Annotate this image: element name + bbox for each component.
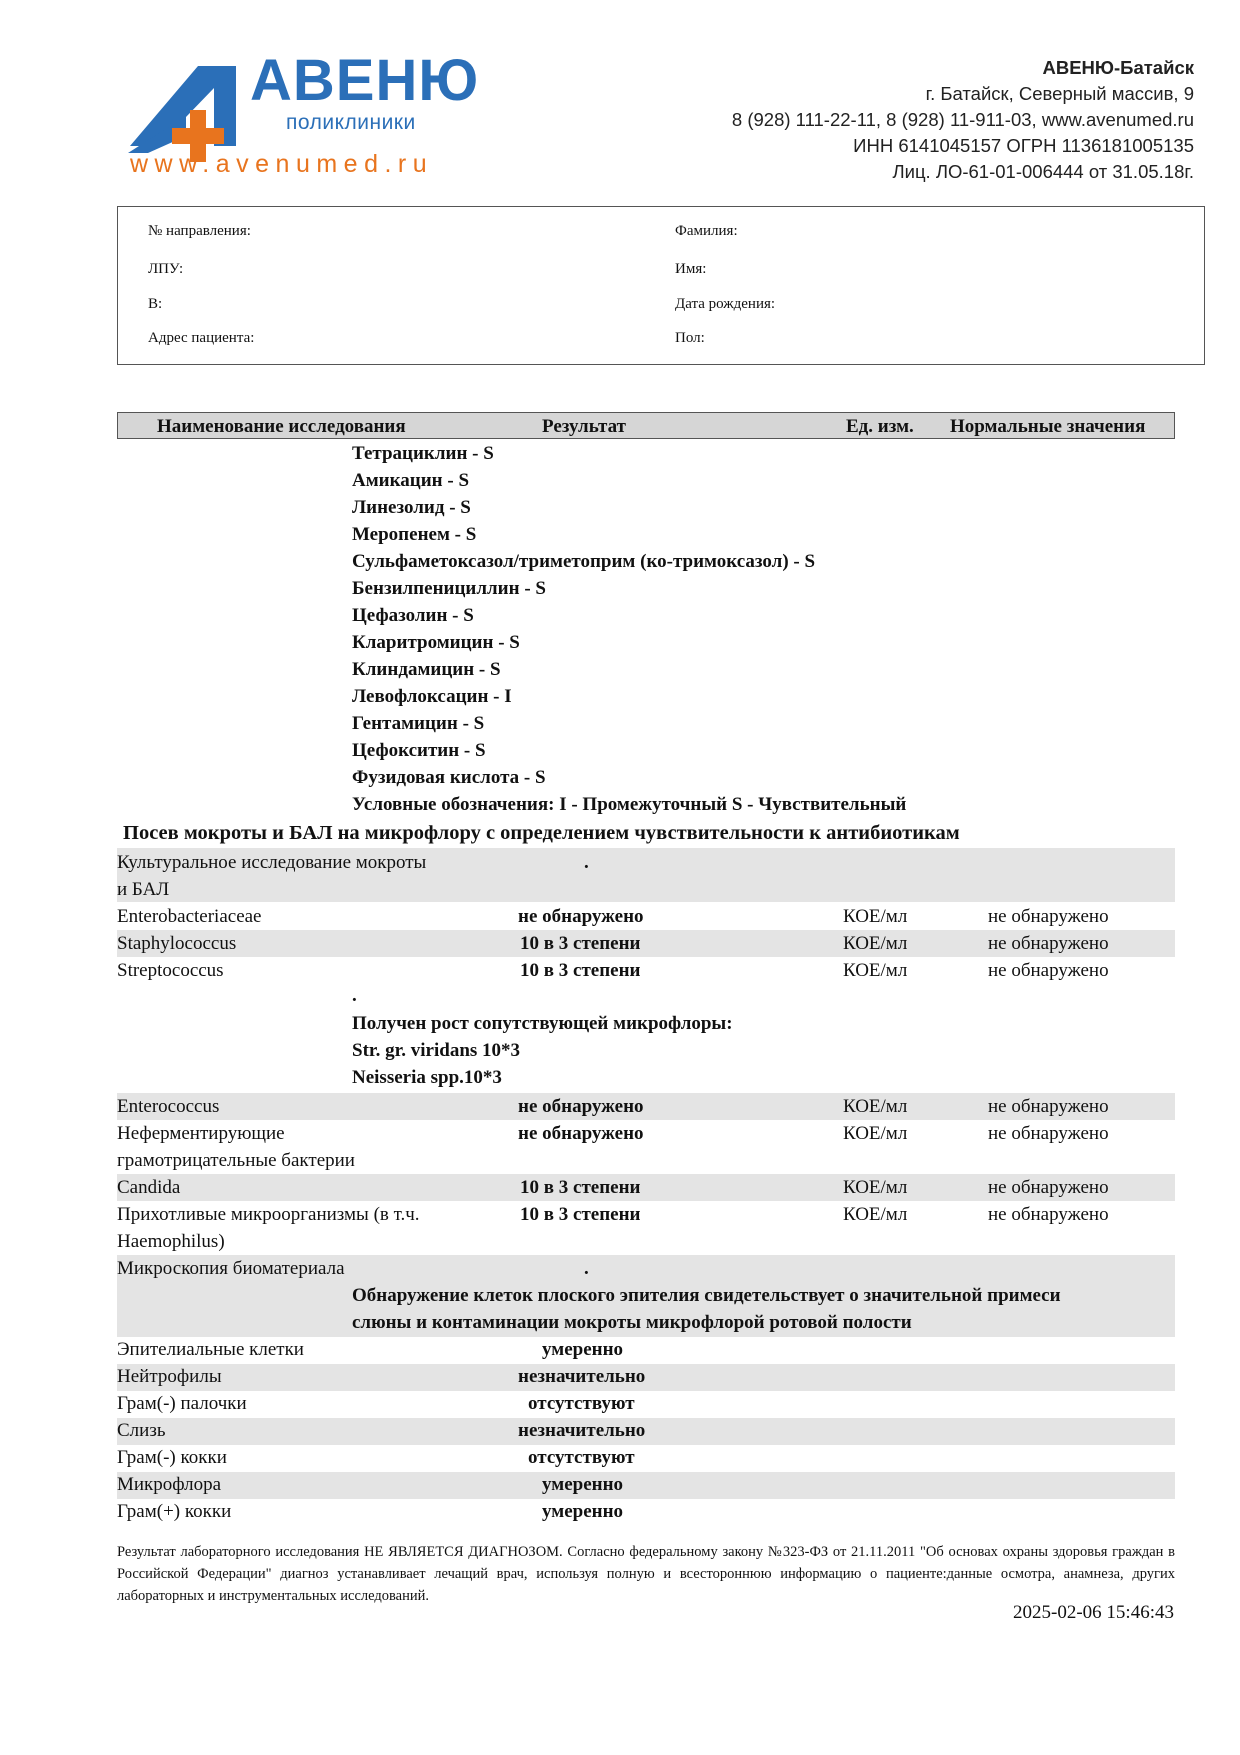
row-result: умеренно: [542, 1474, 624, 1495]
lpu-label: ЛПУ:: [148, 261, 184, 277]
row-name: Candida: [117, 1177, 181, 1198]
growth-item: Neisseria spp.10*3: [352, 1067, 502, 1088]
growth-item: Str. gr. viridans 10*3: [352, 1040, 521, 1061]
row-name: Enterobacteriaceae: [117, 906, 262, 927]
row-result: умеренно: [542, 1339, 624, 1360]
row-shade: [117, 1364, 1175, 1391]
row-unit: КОЕ/мл: [843, 1204, 908, 1225]
row-norm: не обнаружено: [988, 1123, 1109, 1144]
clinic-contacts: 8 (928) 111-22-11, 8 (928) 11-911-03, www.avenumed.ru: [731, 109, 1194, 130]
row-unit: КОЕ/мл: [843, 1096, 908, 1117]
antibiotic-item: Меропенем - S: [352, 524, 477, 545]
clinic-address: г. Батайск, Северный массив, 9: [925, 83, 1194, 104]
row-result: 10 в 3 степени: [520, 1204, 641, 1225]
col-result-header: Результат: [542, 416, 626, 437]
legend-note: Условные обозначения: I - Промежуточный S - Чувствительный: [352, 794, 907, 815]
sex-label: Пол:: [675, 330, 705, 346]
row-name: Микрофлора: [117, 1474, 222, 1495]
results-table-header: [117, 412, 1175, 439]
clinic-name: АВЕНЮ-Батайск: [1042, 57, 1194, 78]
row-name: Неферментирующие: [117, 1123, 285, 1144]
culture-result: .: [584, 852, 589, 873]
growth-title: Получен рост сопутствующей микрофлоры:: [352, 1013, 733, 1034]
antibiotic-item: Левофлоксацин - I: [352, 686, 512, 707]
row-name: Нейтрофилы: [117, 1366, 222, 1387]
row-result: не обнаружено: [518, 906, 644, 927]
row-result: не обнаружено: [518, 1096, 644, 1117]
row-result: отсутствуют: [528, 1393, 635, 1414]
row-name: Грам(-) палочки: [117, 1393, 247, 1414]
row-name: Эпителиальные клетки: [117, 1339, 304, 1360]
microscopy-note: Обнаружение клеток плоского эпителия свидетельствует о значительной примеси: [352, 1285, 1061, 1306]
row-name: Грам(-) кокки: [117, 1447, 227, 1468]
row-result: незначительно: [518, 1420, 646, 1441]
name-label: Имя:: [675, 261, 707, 277]
row-name-cont: грамотрицательные бактерии: [117, 1150, 355, 1171]
col-norm-header: Нормальные значения: [950, 416, 1146, 437]
row-result: 10 в 3 степени: [520, 1177, 641, 1198]
row-norm: не обнаружено: [988, 906, 1109, 927]
row-unit: КОЕ/мл: [843, 1123, 908, 1144]
antibiotic-item: Цефокситин - S: [352, 740, 486, 761]
antibiotic-item: Линезолид - S: [352, 497, 471, 518]
birthdate-label: Дата рождения:: [675, 296, 776, 312]
row-unit: КОЕ/мл: [843, 1177, 908, 1198]
col-units-header: Ед. изм.: [846, 416, 914, 437]
v-label: В:: [148, 296, 163, 312]
microscopy-note-cont: слюны и контаминации мокроты микрофлорой ротовой полости: [352, 1312, 912, 1333]
microscopy-dot: .: [584, 1258, 589, 1279]
culture-name-cont: и БАЛ: [117, 879, 170, 900]
row-norm: не обнаружено: [988, 1204, 1109, 1225]
antibiotic-item: Тетрациклин - S: [352, 443, 494, 464]
antibiotic-item: Амикацин - S: [352, 470, 470, 491]
row-name: Грам(+) кокки: [117, 1501, 232, 1522]
row-result: 10 в 3 степени: [520, 960, 641, 981]
patient-info-box: [117, 206, 1205, 365]
row-unit: КОЕ/мл: [843, 933, 908, 954]
logo-wordmark: АВЕНЮ: [250, 48, 480, 113]
row-name-cont: Haemophilus): [117, 1231, 225, 1252]
disclaimer-text: Результат лабораторного исследования НЕ ЯВЛЯЕТСЯ ДИАГНОЗОМ. Согласно федеральному закону №323-ФЗ от 21.11.2011 "Об основах охраны здоровья граждан в Российской Федерации" диагноз устанавливает лечащий врач, используя полную и всестороннюю информацию о пациенте:данные осмотра, анамнеза, других лабораторных и инструментальных исследований.: [117, 1544, 1175, 1604]
row-name: Enterococcus: [117, 1096, 220, 1117]
section-title: Посев мокроты и БАЛ на микрофлору с определением чувствительности к антибиотикам: [123, 822, 960, 844]
clinic-info: [732, 55, 1194, 185]
row-name: Staphylococcus: [117, 933, 237, 954]
row-unit: КОЕ/мл: [843, 906, 908, 927]
row-norm: не обнаружено: [988, 1096, 1109, 1117]
antibiotic-item: Бензилпенициллин - S: [352, 578, 546, 599]
microscopy-name: Микроскопия биоматериала: [117, 1258, 345, 1279]
antibiotic-item: Фузидовая кислота - S: [352, 767, 546, 788]
row-result: незначительно: [518, 1366, 646, 1387]
row-norm: не обнаружено: [988, 933, 1109, 954]
antibiotic-item: Клиндамицин - S: [352, 659, 501, 680]
row-result: отсутствуют: [528, 1447, 635, 1468]
antibiotic-item: Гентамицин - S: [352, 713, 485, 734]
clinic-license: Лиц. ЛО-61-01-006444 от 31.05.18г.: [892, 161, 1194, 182]
col-name-header: Наименование исследования: [157, 416, 406, 437]
referral-label: № направления:: [148, 223, 251, 239]
row-shade: [117, 1418, 1175, 1445]
row-result: 10 в 3 степени: [520, 933, 641, 954]
antibiotic-item: Кларитромицин - S: [352, 632, 520, 653]
row-norm: не обнаружено: [988, 1177, 1109, 1198]
row-result: не обнаружено: [518, 1123, 644, 1144]
row-shade: [117, 1472, 1175, 1499]
clinic-ids: ИНН 6141045157 ОГРН 1136181005135: [853, 135, 1194, 156]
row-name: Слизь: [117, 1420, 166, 1441]
antibiotic-item: Цефазолин - S: [352, 605, 474, 626]
row-unit: КОЕ/мл: [843, 960, 908, 981]
row-name: Streptococcus: [117, 960, 224, 981]
logo-url: www.avenumed.ru: [130, 150, 434, 178]
surname-label: Фамилия:: [675, 223, 738, 239]
logo-subtitle: поликлиники: [286, 111, 416, 134]
patient-address-label: Адрес пациента:: [148, 330, 255, 346]
antibiotic-item: Сульфаметоксазол/триметоприм (ко-тримоксазол) - S: [352, 551, 816, 572]
growth-dot: .: [352, 985, 357, 1006]
report-timestamp: 2025-02-06 15:46:43: [1013, 1602, 1174, 1623]
row-result: умеренно: [542, 1501, 624, 1522]
culture-name: Культуральное исследование мокроты: [117, 852, 427, 873]
row-norm: не обнаружено: [988, 960, 1109, 981]
row-name: Прихотливые микроорганизмы (в т.ч.: [117, 1204, 420, 1225]
